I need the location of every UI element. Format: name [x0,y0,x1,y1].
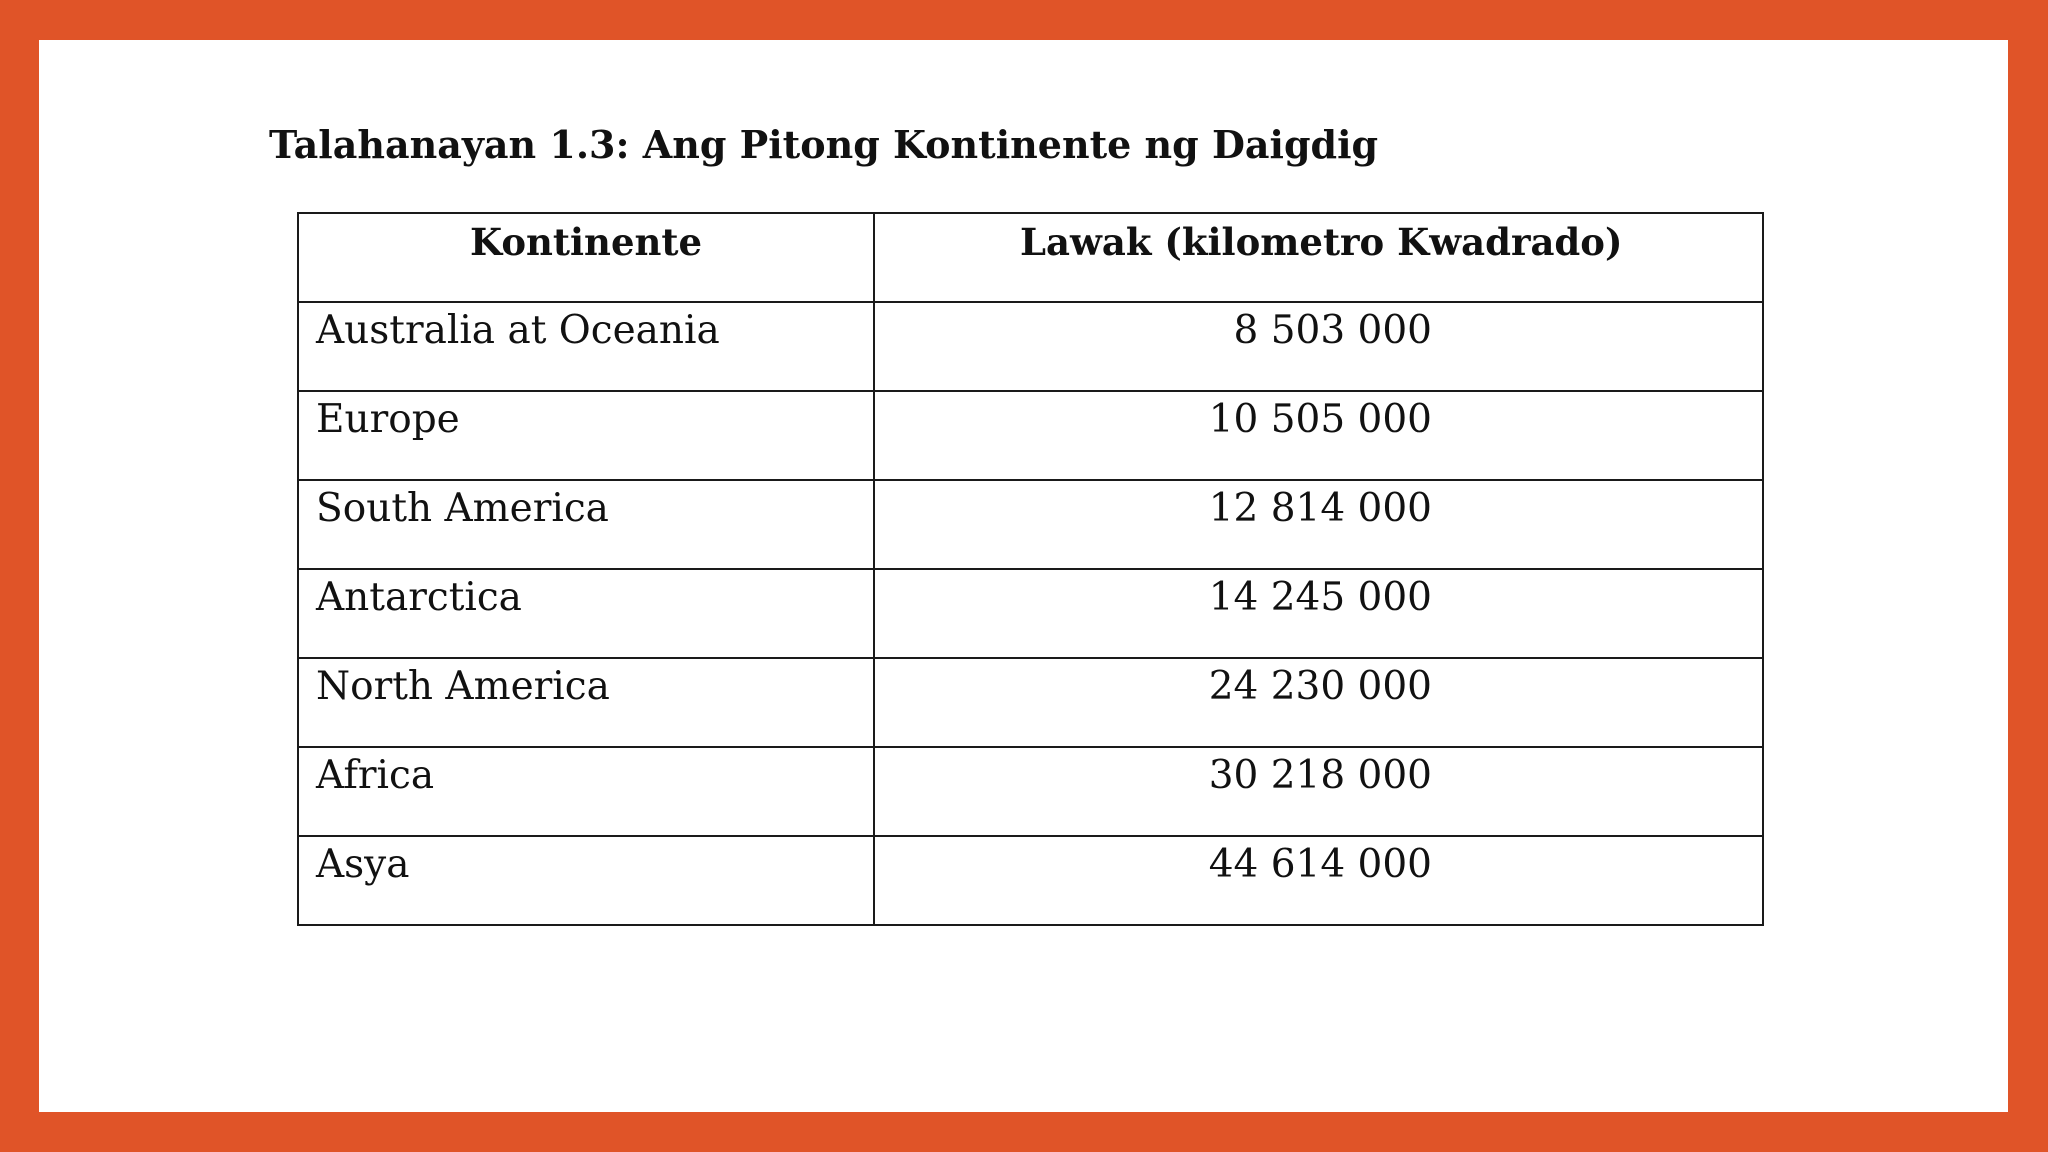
continent-cell: Europe [298,391,874,480]
header-area: Lawak (kilometro Kwadrado) [874,213,1763,302]
continents-table [297,212,1764,926]
area-cell: 30 218 000 [874,747,1763,836]
table-row [298,658,1763,747]
continent-cell: Australia at Oceania [298,302,874,391]
continent-cell: North America [298,658,874,747]
table-row [298,391,1763,480]
area-cell: 8 503 000 [874,302,1763,391]
continent-cell: South America [298,480,874,569]
table-row [298,302,1763,391]
table-row [298,836,1763,925]
table-caption: Talahanayan 1.3: Ang Pitong Kontinente ng Daigdig [269,122,1379,167]
header-continent: Kontinente [298,213,874,302]
table-header-row [298,213,1763,302]
area-cell: 12 814 000 [874,480,1763,569]
area-cell: 14 245 000 [874,569,1763,658]
continent-cell: Africa [298,747,874,836]
continent-cell: Asya [298,836,874,925]
table-row [298,569,1763,658]
area-cell: 44 614 000 [874,836,1763,925]
table-row [298,747,1763,836]
area-cell: 24 230 000 [874,658,1763,747]
continent-cell: Antarctica [298,569,874,658]
table-row [298,480,1763,569]
area-cell: 10 505 000 [874,391,1763,480]
